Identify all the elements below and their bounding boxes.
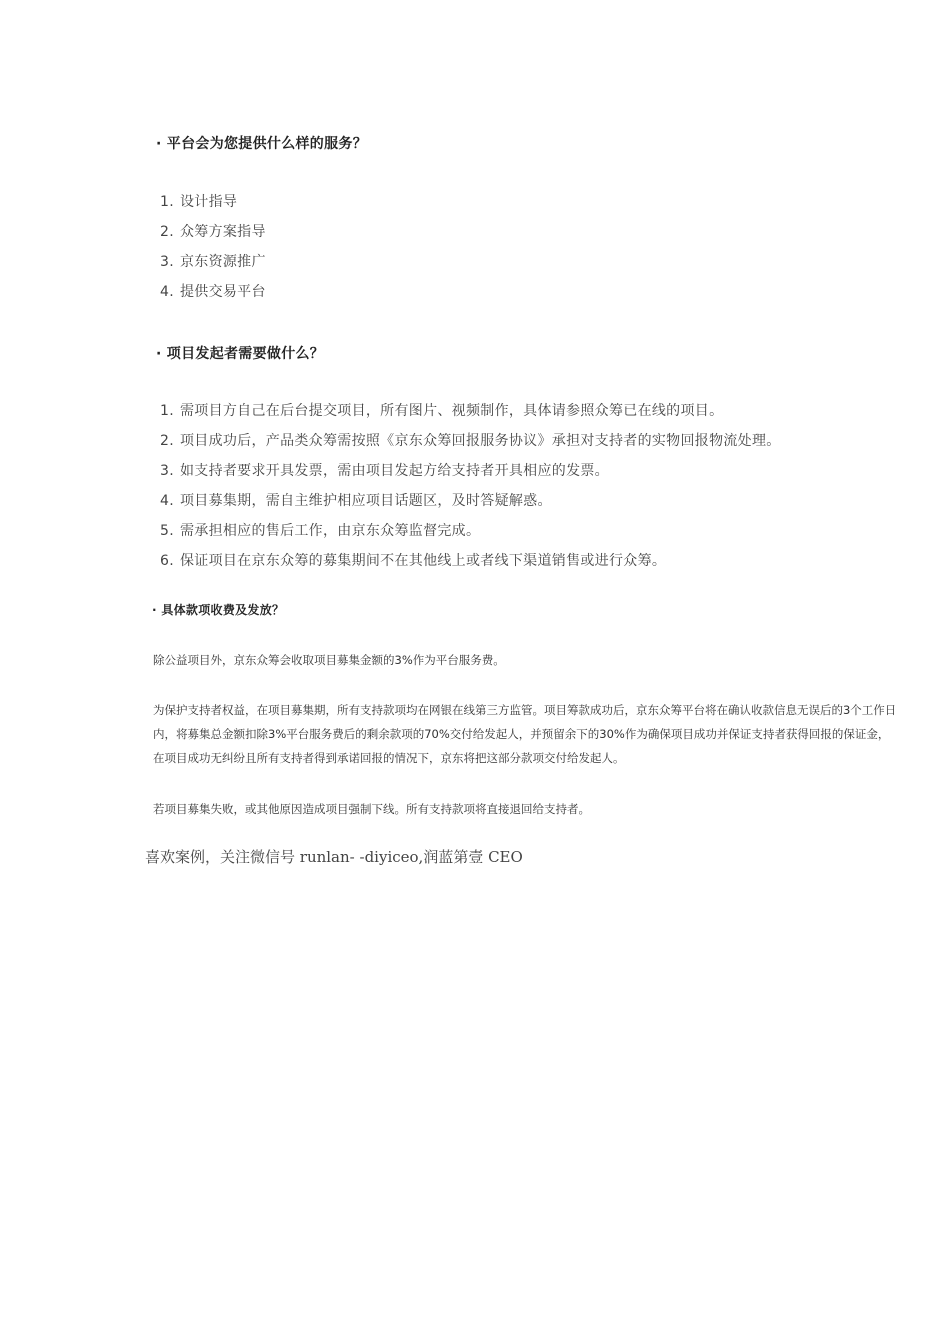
initiator-heading: · 项目发起者需要做什么？	[156, 346, 325, 362]
fees-paragraph-3: 若项目募集失败，或其他原因造成项目强制下线。所有支持款项将直接退回给支持者。	[153, 802, 590, 816]
fees-paragraph-2: 为保护支持者权益，在项目募集期，所有支持款项均在网银在线第三方监管。项目筹款成功后，京东众筹平台将在确认收款信息无误后的3个工作日内，将募集总金额扣除3%平台服务费后的剩余款项的70%交付给发起人，并预留余下的30%作为确保项目成功并保证支持者获得回报的保证金，在项目成功无纠纷且所有支持者得到承诺回报的情况下，京东将把这部分款项交付给发起人。	[153, 703, 897, 765]
services-list	[160, 187, 266, 307]
services-heading: · 平台会为您提供什么样的服务？	[156, 136, 367, 152]
list-item: 1. 需项目方自己在后台提交项目，所有图片、视频制作，具体请参照众筹已在线的项目。	[160, 403, 724, 419]
initiator-list	[160, 396, 781, 576]
list-item: 3. 京东资源推广	[160, 254, 266, 270]
list-item: 2. 项目成功后，产品类众筹需按照《京东众筹回报服务协议》承担对支持者的实物回报物流处理。	[160, 433, 781, 449]
fees-paragraph-1: 除公益项目外，京东众筹会收取项目募集金额的3%作为平台服务费。	[153, 653, 505, 667]
list-item: 1. 设计指导	[160, 194, 238, 210]
list-item: 6. 保证项目在京东众筹的募集期间不在其他线上或者线下渠道销售或进行众筹。	[160, 553, 667, 569]
list-item: 4. 提供交易平台	[160, 284, 266, 300]
fees-heading: · 具体款项收费及发放？	[152, 603, 285, 617]
list-item: 2. 众筹方案指导	[160, 224, 266, 240]
list-item: 5. 需承担相应的售后工作，由京东众筹监督完成。	[160, 523, 481, 539]
list-item: 4. 项目募集期，需自主维护相应项目话题区，及时答疑解惑。	[160, 493, 552, 509]
list-item: 3. 如支持者要求开具发票，需由项目发起方给支持者开具相应的发票。	[160, 463, 609, 479]
footer-note: 喜欢案例，关注微信号 runlan- -diyiceo,润蓝第壹 CEO	[145, 848, 523, 866]
